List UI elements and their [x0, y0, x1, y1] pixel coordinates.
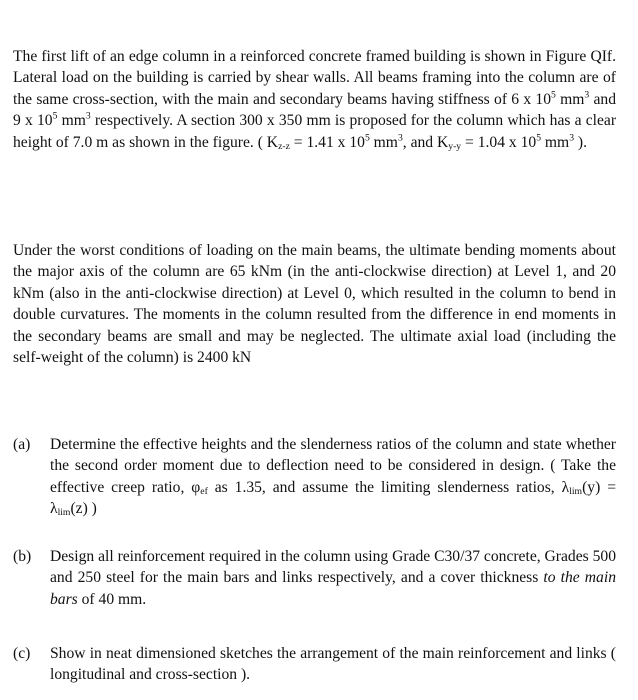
- question-a-text-3: (y) = λ: [50, 478, 616, 518]
- intro-text-1: The first lift of an edge column in a reinforced concrete framed building is shown in Figure QIf. Lateral load on the building is carried by shear walls. All beams framing into the column are of the same cross-section, with the main and secondary beams having stiffness of 6 x 10: [13, 48, 616, 108]
- subscript: lim: [57, 507, 71, 519]
- subscript: ef: [200, 485, 208, 497]
- exponent: 3: [584, 89, 590, 101]
- exponent: 3: [569, 132, 575, 144]
- intro-text-2: mm: [555, 90, 585, 108]
- intro-text-10: mm: [541, 133, 570, 151]
- intro-text-3: and 9 x 10: [13, 90, 616, 130]
- question-b: [13, 546, 616, 610]
- question-b-text-italic: to the main bars: [50, 569, 616, 608]
- question-c-label: (c): [13, 645, 31, 662]
- exponent: 5: [536, 132, 542, 144]
- intro-text-6: = 1.41 x 10: [289, 133, 365, 151]
- intro-paragraph: [13, 46, 616, 153]
- question-c-text: Show in neat dimensioned sketches the arrangement of the main reinforcement and links ( longitudinal and cross-section ).: [50, 645, 616, 684]
- exponent: 5: [551, 89, 556, 101]
- question-a-text-4: (z) ): [70, 500, 97, 518]
- intro-text-9: = 1.04 x 10: [461, 133, 537, 151]
- question-a-label: (a): [13, 436, 31, 453]
- question-b-text-1: Design all reinforcement required in the column using Grade C30/37 concrete, Grades 500 and 250 steel for the main bars and links respectively, and a cover thickness: [50, 548, 616, 587]
- question-a: [13, 434, 616, 520]
- subscript: z-z: [278, 140, 290, 152]
- question-a-text: [50, 434, 616, 520]
- subscript: y-y: [448, 140, 462, 152]
- subscript: lim: [569, 485, 583, 497]
- intro-text-7: mm: [369, 133, 398, 151]
- question-b-label: (b): [13, 548, 32, 565]
- intro-text-11: ).: [574, 133, 588, 151]
- question-b-text: [50, 546, 616, 610]
- loading-paragraph: Under the worst conditions of loading on the main beams, the ultimate bending moments about the major axis of the column are 65 kNm (in the anti-clockwise direction) at Level 1, and 20 kNm (also in the anti-clockwise direction) at Level 0, which resulted in the column to bend in double curvatures. The moments in the column resulted from the difference in end moments in the secondary beams are small and may be neglected. The ultimate axial load (including the self-weight of the column) is 2400 kN: [13, 242, 616, 367]
- question-b-text-3: of 40 mm.: [77, 590, 147, 608]
- question-c: [13, 643, 616, 686]
- exponent: 3: [397, 132, 403, 144]
- intro-text-8: , and K: [402, 133, 449, 151]
- exponent: 5: [364, 132, 370, 144]
- intro-text-4: mm: [57, 112, 86, 130]
- exponent: 5: [52, 110, 58, 122]
- exponent: 3: [85, 110, 91, 122]
- question-a-text-2: as 1.35, and assume the limiting slenderness ratios, λ: [207, 478, 570, 496]
- question-a-text-1: Determine the effective heights and the slenderness ratios of the column and state whether the second order moment due to deflection need to be considered in design. ( Take the effective creep ratio, φ: [50, 436, 616, 496]
- intro-text-5: respectively. A section 300 x 350 mm is proposed for the column which has a clear height of 7.0 m as shown in the figure. ( K: [13, 112, 617, 151]
